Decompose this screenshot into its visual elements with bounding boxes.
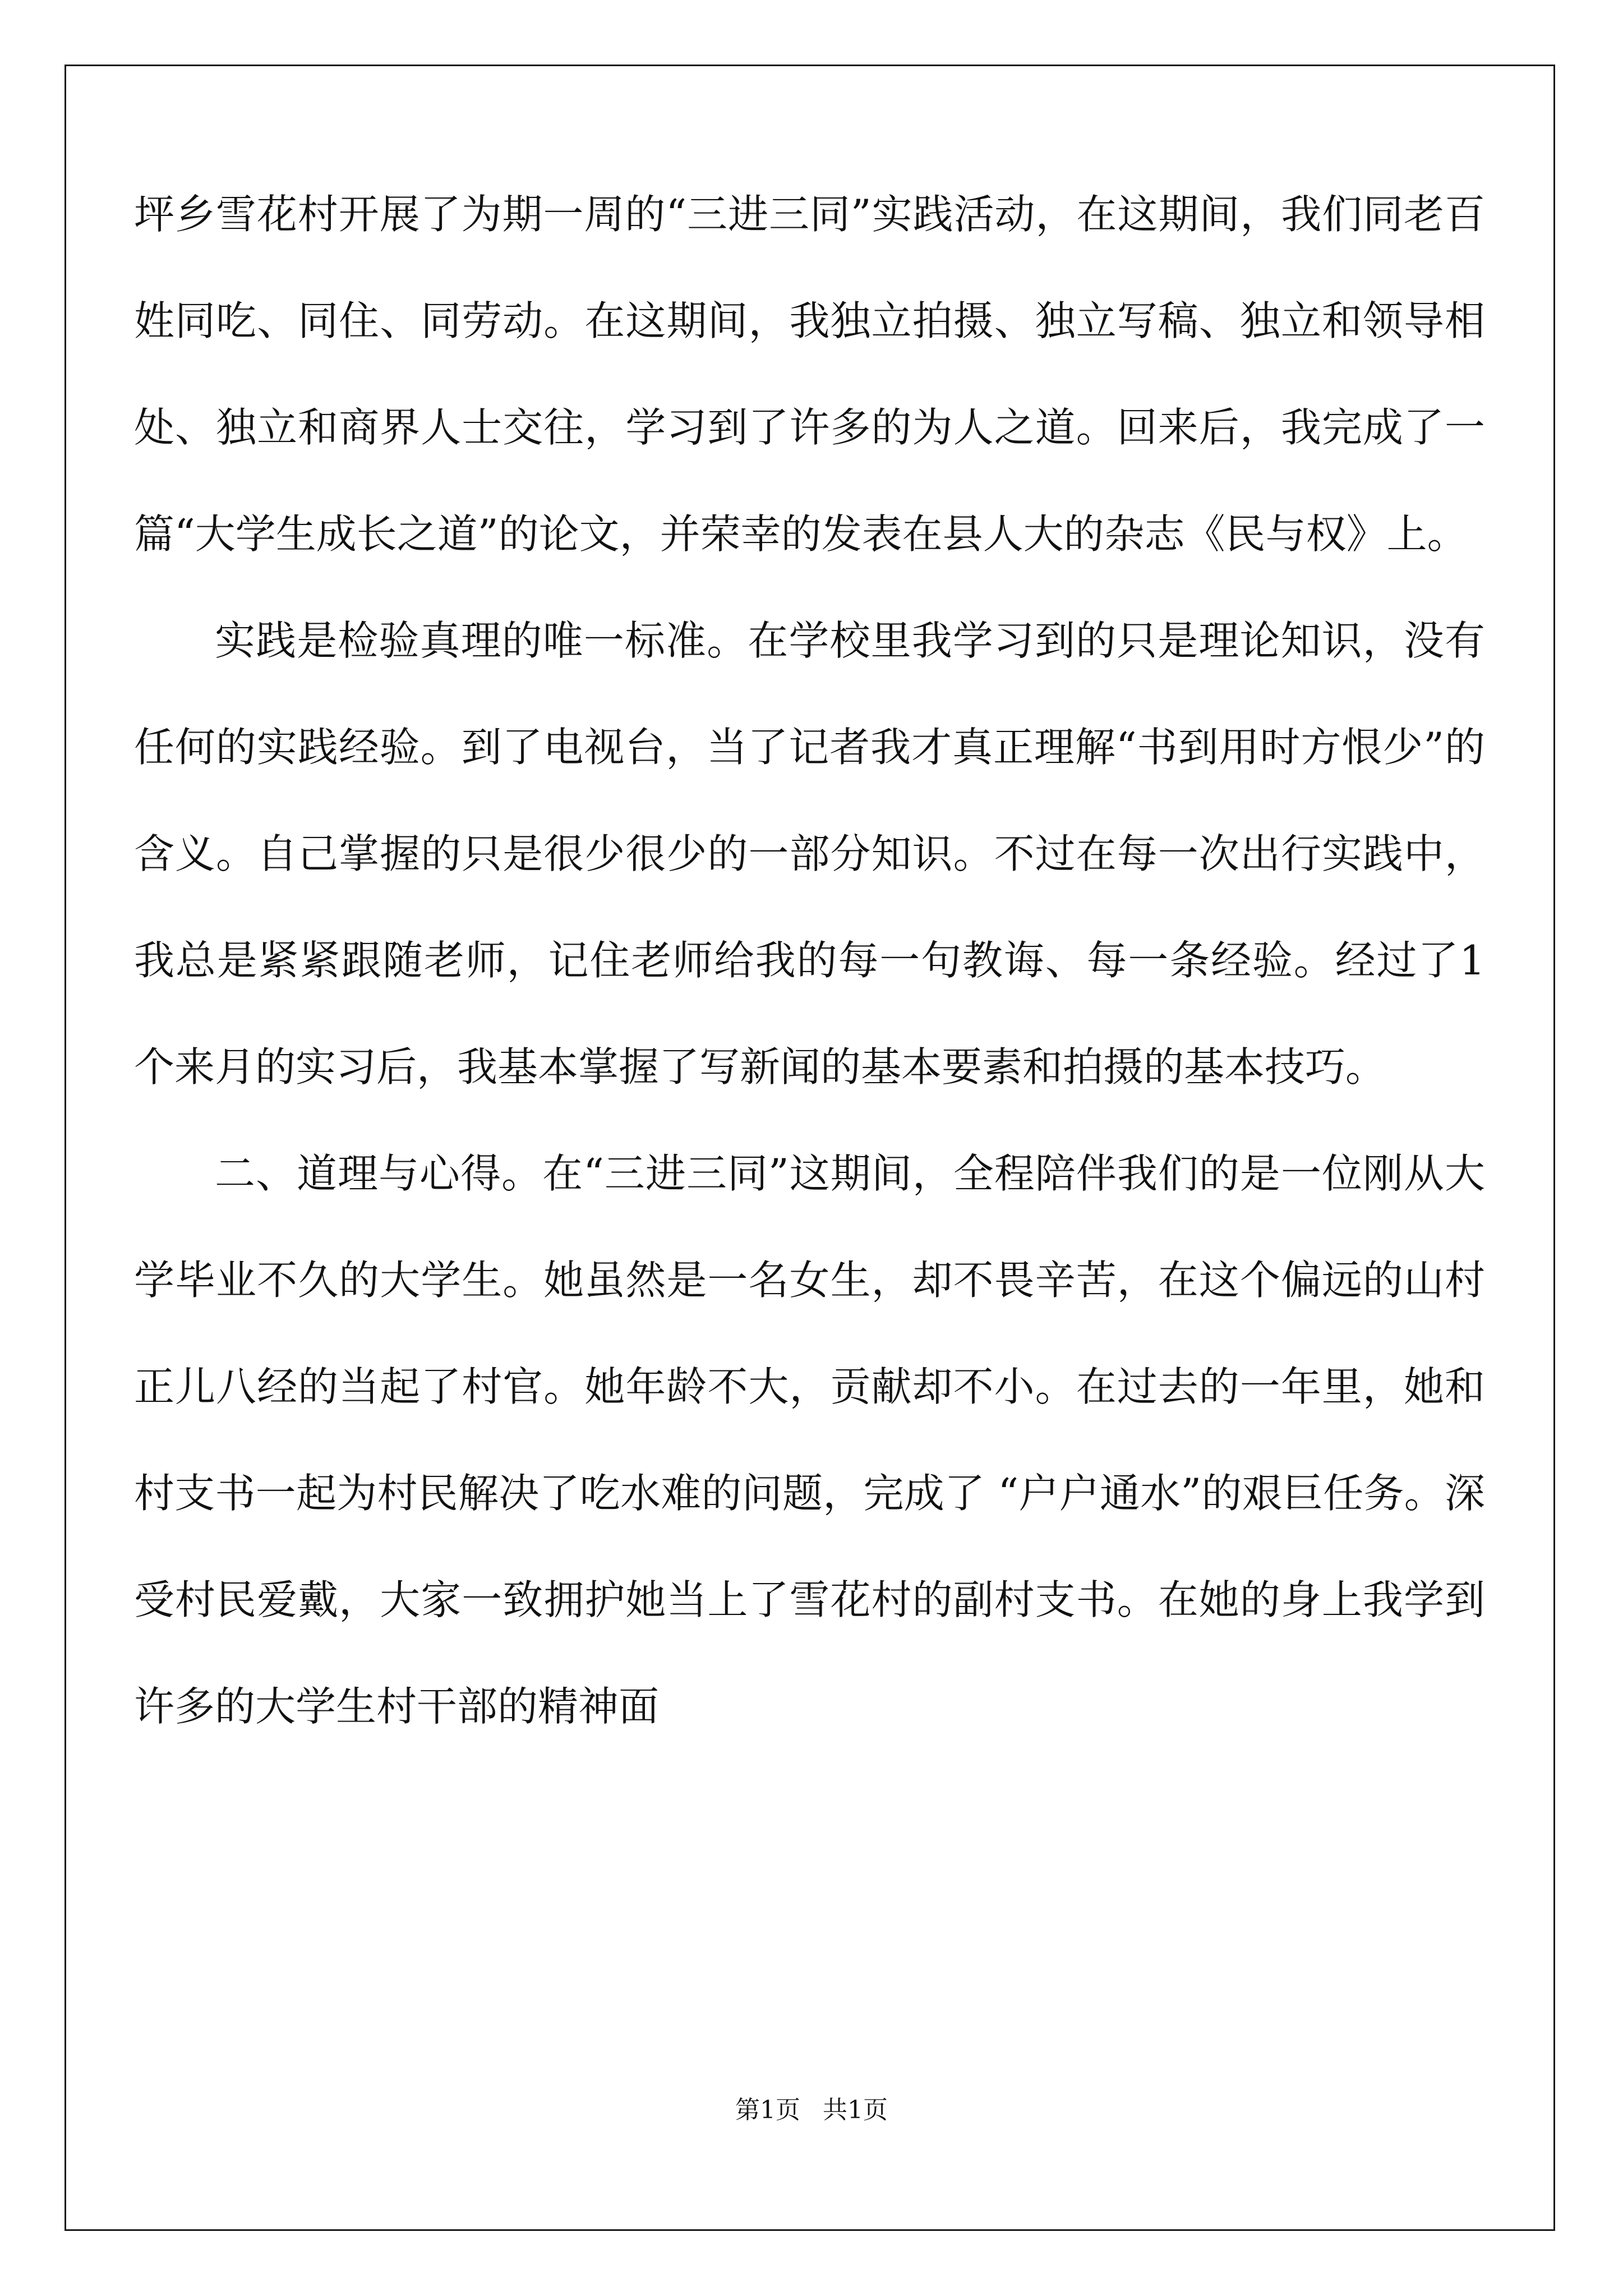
page-number: 第1页 xyxy=(735,2096,800,2124)
paragraph-3: 二、道理与心得。在“三进三同”这期间，全程陪伴我们的是一位刚从大学毕业不久的大学生。她虽然是一名女生，却不畏辛苦，在这个偏远的山村正儿八经的当起了村官。她年龄不大，贡献却不小。在过去的一年里，她和村支书一起为村民解决了吃水难的问题，完成了 “户户通水”的艰巨任务。深受村民爱戴，大家一致拥护她当上了雪花村的副村支书。在她的身上我学到许多的大学生村干部的精神面 xyxy=(134,1150,1485,1730)
paragraph-1: 坪乡雪花村开展了为期一周的“三进三同”实践活动，在这期间，我们同老百姓同吃、同住、同劳动。在这期间，我独立拍摄、独立写稿、独立和领导相处、独立和商界人士交往，学习到了许多的为人之道。回来后，我完成了一篇“大学生成长之道”的论文，并荣幸的发表在县人大的杂志《民与权》上。 xyxy=(134,191,1485,558)
page-footer xyxy=(0,2093,1623,2127)
document-body xyxy=(134,161,1485,1760)
page-total: 共1页 xyxy=(823,2096,888,2124)
paragraph-2: 实践是检验真理的唯一标准。在学校里我学习到的只是理论知识，没有任何的实践经验。到了电视台，当了记者我才真正理解“书到用时方恨少”的含义。自己掌握的只是很少很少的一部分知识。不过在每一次出行实践中，我总是紧紧跟随老师，记住老师给我的每一句教诲、每一条经验。经过了1个来月的实习后，我基本掌握了写新闻的基本要素和拍摄的基本技巧。 xyxy=(134,617,1485,1091)
